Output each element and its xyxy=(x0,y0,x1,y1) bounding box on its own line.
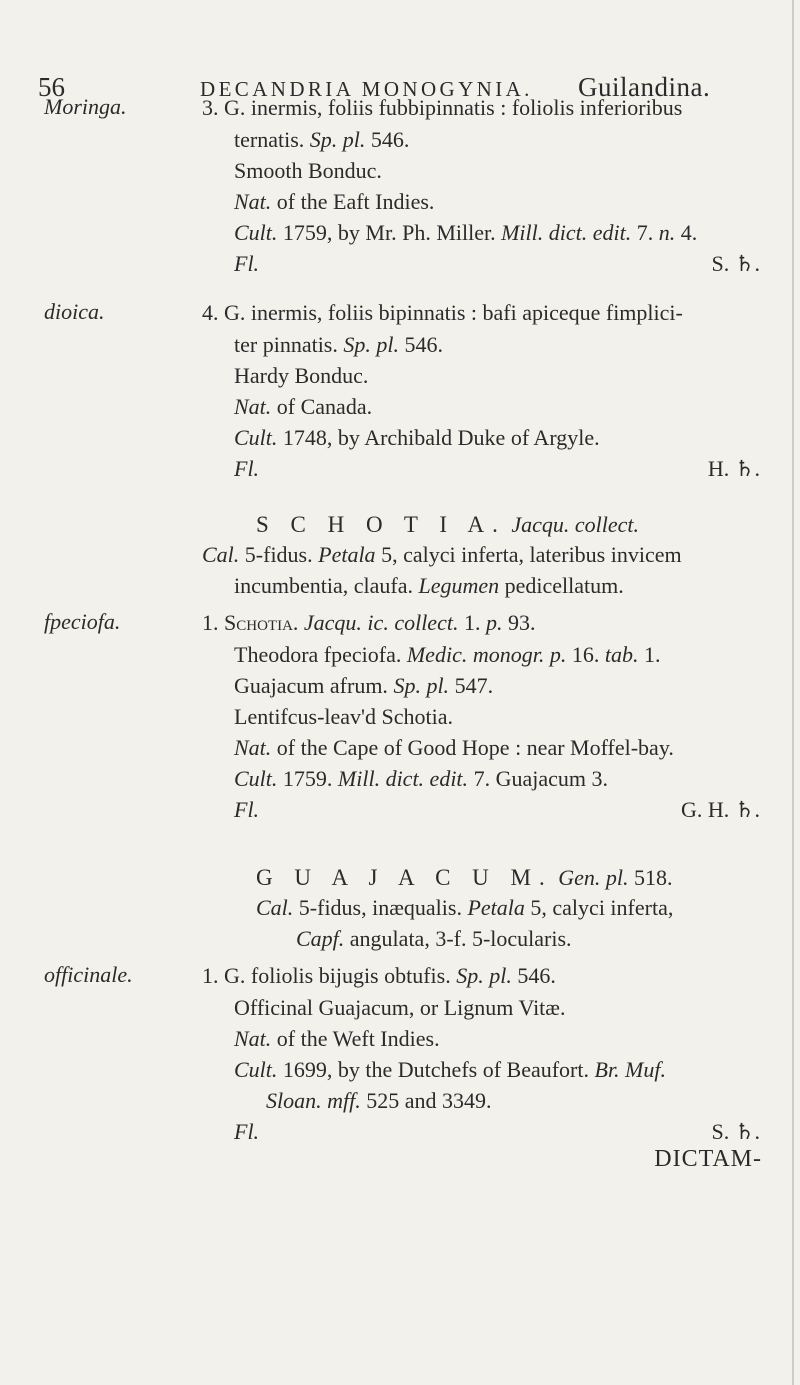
running-genus: Guilandina. xyxy=(578,72,711,102)
text-run: 93. xyxy=(502,610,536,635)
habitat-symbol: H. ♄. xyxy=(707,456,760,481)
entry-line xyxy=(234,701,453,732)
entry-line xyxy=(234,992,565,1023)
entry-line xyxy=(234,639,660,670)
entry-line xyxy=(202,297,683,328)
habitat-symbol: G. H. ♄. xyxy=(681,797,760,822)
text-run: 547. xyxy=(449,673,494,698)
text-run: 7. Guajacum 3. xyxy=(468,766,608,791)
text-run: Fl. xyxy=(234,251,260,276)
margin-species-speciosa: fpeciofa. xyxy=(44,609,121,634)
text-run: 1. xyxy=(202,610,224,635)
text-run: 5-fidus. xyxy=(239,542,319,567)
text-run: 1. xyxy=(458,610,486,635)
genus-character xyxy=(234,570,624,601)
text-run: Capf. xyxy=(296,926,345,951)
entry-line xyxy=(234,124,409,155)
text-run: p. xyxy=(485,610,503,635)
text-run: 525 and 3349. xyxy=(360,1088,492,1113)
text-run: of the Eaft Indies. xyxy=(271,189,435,214)
entry-line xyxy=(234,763,608,794)
genus-reference: Gen. pl. xyxy=(558,865,629,890)
text-run: Guajacum afrum. xyxy=(234,673,394,698)
text-run: Lentifcus-leav'd Schotia. xyxy=(234,704,454,729)
entry-line xyxy=(234,360,368,391)
text-run: 4. G. inermis, foliis bipinnatis : bafi apiceque fimplici- xyxy=(202,300,683,325)
text-run: Mill. dict. edit. xyxy=(337,766,469,791)
entry-line xyxy=(202,607,535,638)
text-run: 1. G. foliolis bijugis obtufis. xyxy=(202,963,457,988)
text-run: 7. xyxy=(631,220,659,245)
text-run: Cult. xyxy=(234,766,278,791)
entry-line xyxy=(234,732,674,763)
habitat-symbol: S. ♄. xyxy=(711,1119,760,1144)
text-run: 1748, by Archibald Duke of Argyle. xyxy=(277,425,600,450)
entry-line xyxy=(234,391,372,422)
text-run: Sp. pl. xyxy=(456,963,512,988)
genus-heading-guajacum xyxy=(256,862,672,893)
text-run: Fl. xyxy=(234,1119,260,1144)
entry-line xyxy=(234,186,434,217)
text-run: n. xyxy=(658,220,676,245)
text-run: Sp. pl. xyxy=(309,127,366,152)
text-run: pedicellatum. xyxy=(499,573,624,598)
text-run: Cal. xyxy=(256,895,294,920)
text-run: 1759, by Mr. Ph. Miller. xyxy=(277,220,502,245)
entry-line xyxy=(234,329,443,360)
text-run: 1759. xyxy=(277,766,338,791)
text-run: of the Weft Indies. xyxy=(271,1026,440,1051)
text-run: Sp. pl. xyxy=(343,332,399,357)
text-run: ter pinnatis. xyxy=(234,332,344,357)
text-run: Smooth Bonduc. xyxy=(234,158,382,183)
text-run: 5, calyci inferta, lateribus invicem xyxy=(375,542,682,567)
text-run: Petala xyxy=(318,542,376,567)
text-run: Legumen xyxy=(418,573,500,598)
text-run: Hardy Bonduc. xyxy=(234,363,369,388)
text-run: 1699, by the Dutchefs of Beaufort. xyxy=(277,1057,595,1082)
text-run: Sloan. mff. xyxy=(266,1088,361,1113)
habitat-symbol: S. ♄. xyxy=(711,251,760,276)
entry-line xyxy=(266,1085,492,1116)
text-run: Cult. xyxy=(234,425,278,450)
text-run: Petala xyxy=(467,895,525,920)
entry-line xyxy=(234,422,600,453)
text-run: Nat. xyxy=(234,189,272,214)
text-run: 16. xyxy=(566,642,605,667)
entry-line xyxy=(234,1116,259,1147)
margin-species-officinale: officinale. xyxy=(44,962,133,987)
text-run: Medic. monogr. p. xyxy=(406,642,567,667)
page-number: 56 xyxy=(38,72,65,102)
text-run: incumbentia, claufa. xyxy=(234,573,419,598)
entry-line xyxy=(234,453,259,484)
text-run: Jacqu. ic. collect. xyxy=(303,610,459,635)
text-run: Schotia. xyxy=(224,610,299,635)
entry-line xyxy=(234,1054,666,1085)
text-run: angulata, 3-f. 5-locularis. xyxy=(344,926,572,951)
genus-name: G U A J A C U M. xyxy=(256,865,553,890)
entry-line xyxy=(234,248,259,279)
entry-line xyxy=(202,92,682,123)
text-run: Officinal Guajacum, or Lignum Vitæ. xyxy=(234,995,566,1020)
genus-character xyxy=(256,892,673,923)
catchword: DICTAM- xyxy=(654,1146,762,1172)
text-run: of the Cape of Good Hope : near Moffel-bay. xyxy=(271,735,674,760)
entry-line xyxy=(234,155,382,186)
text-run: Mill. dict. edit. xyxy=(501,220,632,245)
text-run: 5, calyci inferta, xyxy=(524,895,674,920)
text-run: 546. xyxy=(511,963,556,988)
text-run: Nat. xyxy=(234,394,272,419)
text-run: Theodora fpeciofa. xyxy=(234,642,407,667)
text-run: Fl. xyxy=(234,797,260,822)
text-run: Cal. xyxy=(202,542,240,567)
entry-line xyxy=(234,794,259,825)
genus-reference: Jacqu. collect. xyxy=(511,512,639,537)
text-run: ternatis. xyxy=(234,127,310,152)
entry-line xyxy=(234,217,697,248)
text-run: tab. xyxy=(604,642,639,667)
entry-line xyxy=(202,960,556,991)
running-title: DECANDRIA MONOGYNIA. xyxy=(200,77,533,101)
text-run: 5-fidus, inæqualis. xyxy=(293,895,468,920)
text-run: of Canada. xyxy=(271,394,373,419)
text-run: Nat. xyxy=(234,1026,272,1051)
page-edge xyxy=(792,0,794,1385)
genus-character xyxy=(296,923,572,954)
text-run: 546. xyxy=(365,127,410,152)
genus-character xyxy=(202,539,682,570)
text-run: Br. Muf. xyxy=(594,1057,666,1082)
margin-species-moringa: Moringa. xyxy=(44,94,127,119)
genus-reference-number: 518. xyxy=(628,865,673,890)
genus-heading-schotia xyxy=(256,509,639,540)
text-run: 3. G. inermis, foliis fubbipinnatis : foliolis inferioribus xyxy=(202,95,683,120)
text-run: Cult. xyxy=(234,220,278,245)
text-run: Sp. pl. xyxy=(393,673,450,698)
text-run: 1. xyxy=(638,642,661,667)
text-run: Fl. xyxy=(234,456,260,481)
entry-line xyxy=(234,1023,440,1054)
margin-species-dioica: dioica. xyxy=(44,299,105,324)
text-run: 546. xyxy=(399,332,443,357)
text-run: 4. xyxy=(675,220,698,245)
text-run: Cult. xyxy=(234,1057,278,1082)
genus-name: S C H O T I A. xyxy=(256,512,506,537)
entry-line xyxy=(234,670,493,701)
text-run: Nat. xyxy=(234,735,272,760)
